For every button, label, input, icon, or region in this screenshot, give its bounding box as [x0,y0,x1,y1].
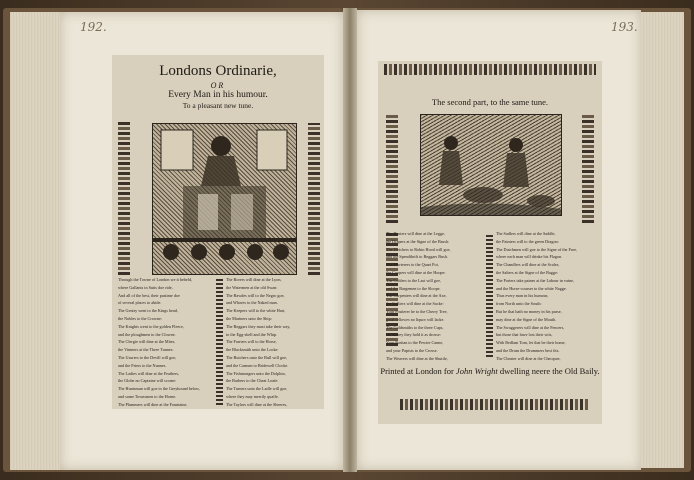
ballad-title: Londons Ordinarie, [159,63,277,79]
verse-line: may dine at the Signe of the Mouth. [496,316,557,322]
verse-line: the Salters at the Signe of the Bagge: [496,269,558,275]
verse-line: and Whores to the Naked man. [226,300,278,306]
verse-line: the Colliers will dine at the Sacke: [386,301,444,307]
ballad-column-2 [496,231,596,361]
verse-line: of several places to abide. [118,300,162,306]
imprint-printer-name: John Wright [455,366,498,376]
verse-line: The Farriers will to the Horse, [226,339,277,345]
woodcut-illustration-hunt [420,114,562,216]
woodcut-illustration-ordinary [152,123,297,275]
ballad-tune: To a pleasant new tune. [182,101,254,110]
verse-line: The Sadlers will dine at the Saddle, [496,231,556,236]
verse-line: The Coblers to the Last will goe, [386,277,442,283]
verse-line: The Dutchmen will goe to the Signe of the Froe, [496,246,578,252]
verse-line: Your Puritan to the Pewter Canne, [386,340,444,346]
verse-line: With Bedlam Tom, let that be their home, [496,340,566,346]
verse-line: but those that have lost their wits, [496,332,553,338]
left-border-ornament [386,113,398,223]
verse-line: to the Egg-shell and the Whip. [226,331,278,337]
left-ballad-sheet [112,55,324,409]
right-border-ornament [582,113,594,223]
woodcut-drawing [153,124,296,274]
verse-line: the Nobles to the Crowne: [118,315,162,321]
verse-line: The Plummers will dine at the Fountaine, [118,401,188,407]
left-folio-number: 192. [80,20,107,34]
verse-line: Your Fruiterer he to the Cherry Tree, [386,308,448,314]
verse-line: The Usurers to the Devill will goe, [118,354,177,360]
verse-line: The Swaggerers will dine at the Fencers, [496,324,565,330]
verse-line: The Chandlers will dine at the Scales, [496,262,560,268]
verse-line: and the Bargemen to the Sloope. [386,285,441,291]
column-divider [486,233,493,357]
verse-line: The Beggars they must take their way, [226,323,291,329]
verse-line: the Barbers to the Cheat Loafe: [226,378,279,384]
verse-line: And all of the best, their pastime doe [118,292,180,298]
right-page-edges [640,12,684,468]
verse-line: the Watermen at the old Swan: [226,284,278,290]
verse-line: The Weavers will dine at the Shuttle, [386,355,448,361]
verse-line: and some Townsmen to the Horne. [118,393,177,399]
verse-line: The Clergie will dine at the Miter, [118,339,176,345]
verse-line: the Globe no Captaine will scorne: [118,378,177,384]
ballad-title-or: OR [210,81,226,90]
verse-line: the Vintners at the Three Tunnes: [118,347,174,353]
verse-line: The Pewterers to the Quart Pot, [386,262,439,268]
verse-line: The Bawdes will to the Negro goe, [226,292,285,298]
verse-line: The Turners unto the Ladle will goe, [226,386,288,392]
verse-line: the Blacksmith unto the Locke: [226,347,279,353]
imprint-suffix: dwelling neere the Old Baily. [497,366,600,376]
verse-line: Thus every man in his humour, [496,293,549,299]
verse-line: Through the Towne of London we it beheld, [118,277,193,282]
right-border-ornament [308,123,320,275]
ballad-subtitle: Every Man in his humour. [168,90,268,100]
verse-line: where Gallants in Suits doe ride, [118,284,173,290]
bottom-border-ornament [400,399,590,410]
verse-line: The Fletchers to Robin Hood will goe, [386,246,451,252]
column-divider [216,277,223,405]
verse-line: and the Friers to the Nunnes. [118,362,167,368]
ballad-column-1 [118,277,214,407]
right-ballad-sheet [378,61,602,424]
verse-line: The Ladies will dine at the Feathers, [118,370,180,376]
verse-line: The Rorers will dine at the Lyon, [226,277,282,282]
verse-line: The Hosiers will dine at the Legge, [386,231,445,236]
verse-line: and the ploughmen to the Clowne. [118,331,176,337]
verse-line: and the Carmen to Bridewell Clocke. [226,362,289,368]
verse-line: The Porters take paines at the Labour in vaine, [496,277,575,283]
verse-line: and the Drum the Drummers best fits. [496,347,560,353]
verse-line: and the Horse-courser to the white Nagge. [496,285,567,291]
printer-imprint [378,366,602,376]
verse-line: The Huntsman will goe to the Greyhound below, [118,386,200,392]
left-border-ornament [118,120,130,275]
verse-line: the Mariners unto the Ship: [226,315,272,321]
ballad-column-1 [386,231,484,361]
verse-line: where each man will drinke his Flagon. [496,254,563,260]
verse-line: the Painters will to the green Dragon: [496,238,559,244]
ballad-column-2 [226,277,322,407]
verse-line: The Knights went to the golden Fleece, [118,323,184,329]
verse-line: The Keepers will to the white Hart, [226,308,286,314]
right-folio-number: 193. [611,20,638,34]
verse-line: from North unto the South: [496,301,542,307]
verse-line: and your Papists to the Crosse. [386,347,438,353]
verse-line: The Goldsmiths to the three Cups, [386,324,444,330]
verse-line: good fellowes no liquor will lacke. [386,316,445,322]
top-border-ornament [384,64,596,75]
second-part-title: The second part, to the same tune. [431,97,549,107]
book-gutter [343,8,357,472]
verse-line: for money they hold it as drosse: [386,332,441,338]
verse-line: the Drapers at the Signe of the Brush: [386,238,450,244]
verse-line: where they may merrily quaffe. [226,393,279,399]
imprint-prefix: Printed at London for [380,366,456,376]
verse-line: The Fishmongers unto the Dolphin, [226,370,286,376]
verse-line: The Butchers unto the Bull will goe, [226,354,288,360]
verse-line: The Cheater will dine at the Checquer, [496,355,561,361]
verse-line: The Taylors will dine at the Sheeres, [226,401,288,407]
left-page-edges [10,12,62,470]
verse-line: But he that hath no money in his purse, [496,308,562,314]
verse-line: and the Spendthrift to Beggars Bush. [386,254,448,260]
verse-line: The Carpenters will dine at the Axe, [386,293,447,299]
woodcut-drawing [421,115,561,215]
verse-line: the Coopers will dine at the Hoope: [386,269,446,275]
verse-line: The Gentry went to the Kings head, [118,308,178,314]
